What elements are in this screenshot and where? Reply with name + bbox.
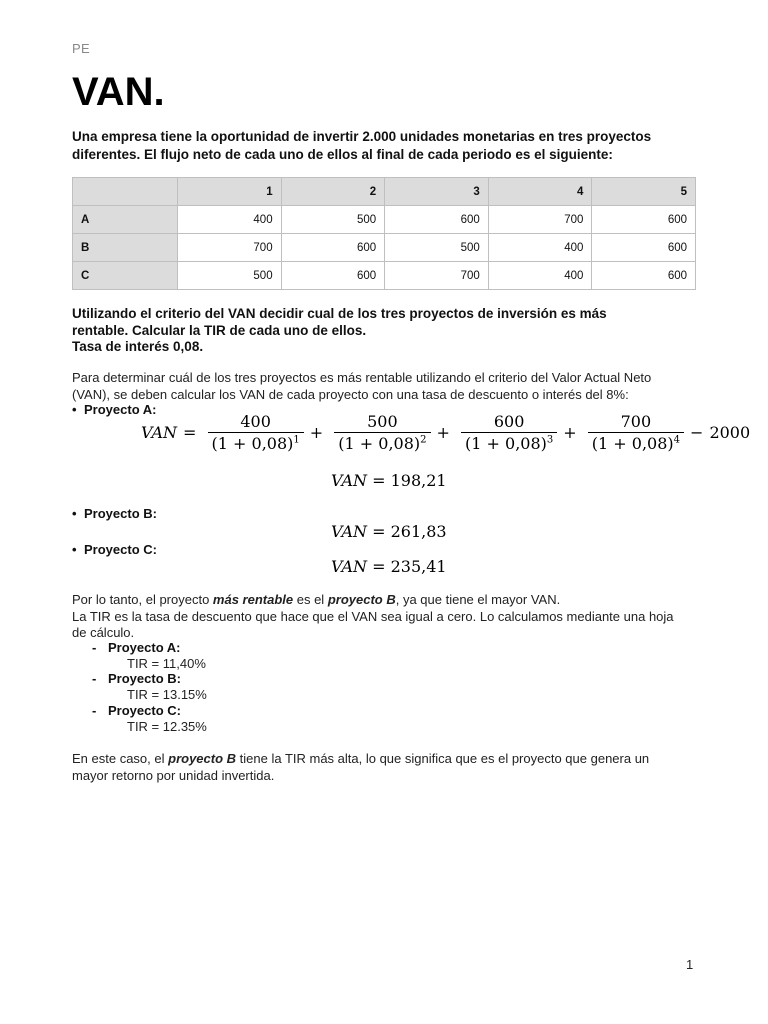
formula-term: [461, 412, 557, 453]
formula-term: [334, 412, 430, 453]
table-cell: 700: [385, 262, 489, 290]
formula-term: [588, 412, 684, 453]
tir-label: Proyecto A:: [108, 640, 181, 655]
project-c-label: Proyecto C:: [84, 542, 157, 557]
table-cell: 600: [281, 234, 385, 262]
term-denominator: $(1 + 0,08)^2$: [338, 434, 427, 453]
table-cell: 700: [488, 206, 592, 234]
van-result-a: VAN = 198,21: [331, 471, 447, 490]
tir-item-b: - Proyecto B:: [92, 671, 181, 686]
emphasis: más rentable: [212, 592, 294, 607]
page-number: 1: [686, 957, 694, 972]
tir-label: Proyecto C:: [108, 703, 181, 718]
problem-statement: Una empresa tiene la oportunidad de invertir 2.000 unidades monetarias en tres proyectos diferentes. El flujo neto de cada uno de ellos al final de cada periodo es el siguiente:: [72, 129, 652, 162]
task-line: rentable. Calcular la TIR de cada uno de ellos.: [72, 322, 367, 338]
project-b-heading: [72, 506, 157, 521]
term-exponent: 2: [420, 434, 427, 446]
column-header: 2: [281, 178, 385, 206]
term-denominator: $(1 + 0,08)^3$: [465, 434, 554, 453]
result-value: 198,21: [390, 471, 447, 490]
row-label: A: [73, 206, 178, 234]
table-corner-cell: [73, 178, 178, 206]
result-value: 235,41: [390, 557, 447, 576]
term-numerator: 400: [208, 412, 304, 433]
formula-plus: +: [309, 423, 324, 442]
term-numerator: 500: [334, 412, 430, 433]
term-exponent: 1: [293, 434, 300, 446]
column-header: 5: [592, 178, 696, 206]
final-paragraph: En este caso, el proyecto B tiene la TIR más alta, lo que significa que es el proyecto que genera un mayor retorno por unidad invertida.: [72, 751, 650, 783]
table-cell: 500: [178, 262, 282, 290]
formula-plus: +: [436, 423, 450, 442]
bullet-marker: •: [72, 402, 77, 417]
explanation-line: Para determinar cuál de los tres proyectos es más rentable utilizando el criterio del Valor Actual Neto: [72, 370, 652, 385]
table-cell: 400: [488, 234, 592, 262]
tir-value-b: TIR = 13.15%: [127, 687, 207, 702]
result-value: 261,83: [390, 522, 447, 541]
table-cell: 500: [281, 206, 385, 234]
column-header: 4: [488, 178, 592, 206]
page-title: VAN.: [72, 70, 165, 114]
explanation-paragraph: [72, 370, 702, 403]
table-cell: 400: [178, 206, 282, 234]
row-label: B: [73, 234, 178, 262]
task-statement: [72, 306, 702, 356]
project-c-heading: [72, 542, 157, 557]
table-cell: 600: [385, 206, 489, 234]
table-cell: 600: [592, 262, 696, 290]
conclusion-paragraph: Por lo tanto, el proyecto más rentable es el proyecto B, ya que tiene el mayor VAN. La TIR es la tasa de descuento que hace que el VAN sea igual a cero. Lo calculamos mediante una hoja de cálculo.: [72, 592, 674, 640]
tir-intro-line: de cálculo.: [72, 625, 135, 640]
project-b-label: Proyecto B:: [84, 506, 157, 521]
formula-investment: 2000: [709, 423, 751, 442]
task-line: Utilizando el criterio del VAN decidir cual de los tres proyectos de inversión es más: [72, 306, 607, 321]
table-row: [73, 206, 696, 234]
term-exponent: 3: [546, 434, 554, 446]
table-cell: 700: [178, 234, 282, 262]
tir-value-c: TIR = 12.35%: [127, 719, 207, 734]
table-cell: 600: [592, 206, 696, 234]
van-formula: [138, 412, 753, 453]
task-line: Tasa de interés 0,08.: [72, 339, 204, 354]
term-exponent: 4: [673, 434, 681, 446]
emphasis: proyecto B: [327, 592, 396, 607]
tir-intro-line: La TIR es la tasa de descuento que hace que el VAN sea igual a cero. Lo calculamos mediante una hoja: [72, 608, 674, 624]
term-numerator: 700: [588, 412, 684, 433]
formula-minus: −: [690, 423, 704, 442]
tir-value-a: TIR = 11,40%: [127, 656, 206, 671]
tir-label: Proyecto B:: [108, 671, 181, 686]
term-numerator: 600: [461, 412, 557, 433]
cash-flow-table: [72, 177, 696, 290]
bullet-marker: •: [72, 542, 77, 557]
table-row: [73, 262, 696, 290]
emphasis: proyecto B: [168, 751, 237, 766]
term-denominator: $(1 + 0,08)^1$: [211, 434, 300, 453]
row-label: C: [73, 262, 178, 290]
tir-item-c: - Proyecto C:: [92, 703, 181, 718]
formula-plus: +: [563, 423, 577, 442]
formula-equals: =: [183, 423, 197, 442]
table-cell: 500: [385, 234, 489, 262]
table-cell: 400: [488, 262, 592, 290]
column-header: 3: [385, 178, 489, 206]
van-result-b: VAN = 261,83: [331, 522, 447, 541]
table-cell: 600: [592, 234, 696, 262]
project-a-label: Proyecto A:: [84, 402, 157, 417]
van-result-c: VAN = 235,41: [331, 557, 447, 576]
bullet-marker: •: [72, 506, 77, 521]
table-cell: 600: [281, 262, 385, 290]
formula-lhs: VAN: [141, 423, 178, 442]
formula-term: [208, 412, 304, 453]
column-header: 1: [178, 178, 282, 206]
tir-item-a: - Proyecto A:: [92, 640, 181, 655]
table-row: [73, 234, 696, 262]
table-header-row: [73, 178, 696, 206]
explanation-line: (VAN), se deben calcular los VAN de cada proyecto con una tasa de descuento o interés del 8%:: [72, 386, 629, 402]
page-header: PE: [72, 41, 90, 56]
term-denominator: $(1 + 0,08)^4$: [591, 434, 681, 453]
